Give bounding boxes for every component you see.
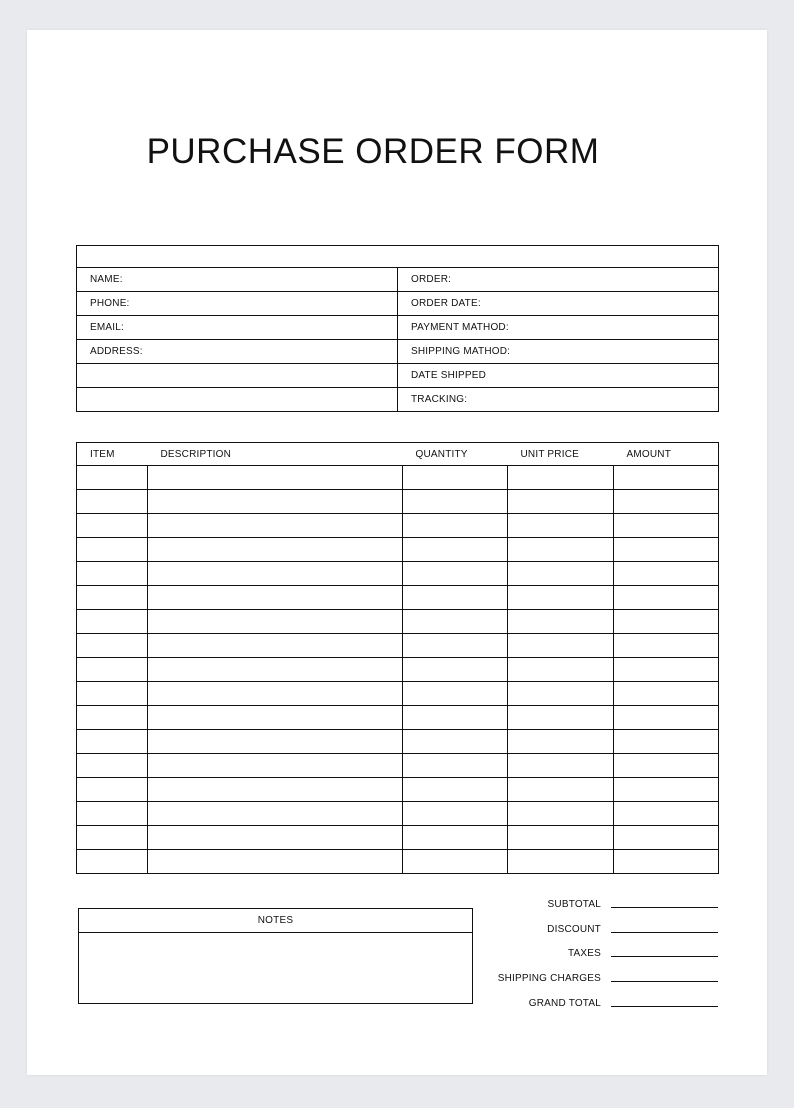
- taxes-label: TAXES: [567, 948, 601, 960]
- amount-cell[interactable]: [614, 514, 719, 538]
- totals-section: [470, 895, 719, 1018]
- amount-cell[interactable]: [614, 490, 719, 514]
- info-row: [77, 268, 719, 292]
- subtotal-field[interactable]: [611, 907, 718, 908]
- quantity-cell[interactable]: [403, 586, 508, 610]
- unit-price-cell[interactable]: [508, 634, 614, 658]
- amount-cell[interactable]: [614, 682, 719, 706]
- amount-cell[interactable]: [614, 778, 719, 802]
- description-cell[interactable]: [148, 466, 403, 490]
- table-row: [77, 754, 719, 778]
- info-row: [77, 340, 719, 364]
- description-cell[interactable]: [148, 682, 403, 706]
- item-cell[interactable]: [77, 706, 148, 730]
- amount-cell[interactable]: [614, 586, 719, 610]
- description-cell[interactable]: [148, 658, 403, 682]
- unit-price-cell[interactable]: [508, 610, 614, 634]
- quantity-cell[interactable]: [403, 514, 508, 538]
- discount-row: [470, 920, 719, 945]
- address-line-2-field[interactable]: [77, 364, 398, 388]
- grand-total-field[interactable]: [611, 1006, 718, 1007]
- table-row: [77, 682, 719, 706]
- item-cell[interactable]: [77, 514, 148, 538]
- description-cell[interactable]: [148, 778, 403, 802]
- table-row: [77, 562, 719, 586]
- item-cell[interactable]: [77, 466, 148, 490]
- address-line-3-field[interactable]: [77, 388, 398, 412]
- unit-price-cell[interactable]: [508, 706, 614, 730]
- description-cell[interactable]: [148, 826, 403, 850]
- item-cell[interactable]: [77, 586, 148, 610]
- order-date-field[interactable]: ORDER DATE:: [398, 292, 719, 316]
- unit-price-cell[interactable]: [508, 754, 614, 778]
- name-field[interactable]: NAME:: [77, 268, 398, 292]
- shipping-charges-label: SHIPPING CHARGES: [497, 973, 601, 985]
- item-cell[interactable]: [77, 778, 148, 802]
- table-row: [77, 466, 719, 490]
- unit-price-cell[interactable]: [508, 658, 614, 682]
- description-cell[interactable]: [148, 634, 403, 658]
- item-cell[interactable]: [77, 826, 148, 850]
- notes-box: [78, 908, 473, 1004]
- unit-price-cell[interactable]: [508, 490, 614, 514]
- info-header-cell[interactable]: [77, 246, 719, 268]
- unit-price-cell[interactable]: [508, 466, 614, 490]
- table-row: [77, 658, 719, 682]
- shipping-charges-row: [470, 969, 719, 994]
- amount-cell[interactable]: [614, 730, 719, 754]
- table-row: [77, 610, 719, 634]
- unit-price-cell[interactable]: [508, 826, 614, 850]
- amount-cell[interactable]: [614, 802, 719, 826]
- unit-price-cell[interactable]: [508, 586, 614, 610]
- quantity-cell[interactable]: [403, 850, 508, 874]
- amount-cell[interactable]: [614, 706, 719, 730]
- amount-cell[interactable]: [614, 538, 719, 562]
- order-field[interactable]: ORDER:: [398, 268, 719, 292]
- amount-cell[interactable]: [614, 826, 719, 850]
- unit-price-cell[interactable]: [508, 514, 614, 538]
- unit-price-cell[interactable]: [508, 730, 614, 754]
- info-row: [77, 292, 719, 316]
- item-cell[interactable]: [77, 682, 148, 706]
- table-row: [77, 634, 719, 658]
- unit-price-cell[interactable]: [508, 538, 614, 562]
- table-row: [77, 802, 719, 826]
- info-row: [77, 316, 719, 340]
- description-cell[interactable]: [148, 538, 403, 562]
- table-row: [77, 514, 719, 538]
- shipping-method-field[interactable]: SHIPPING MATHOD:: [398, 340, 719, 364]
- items-body: [77, 466, 719, 874]
- table-row: [77, 586, 719, 610]
- email-field[interactable]: EMAIL:: [77, 316, 398, 340]
- table-row: [77, 826, 719, 850]
- payment-method-field[interactable]: PAYMENT MATHOD:: [398, 316, 719, 340]
- tracking-field[interactable]: TRACKING:: [398, 388, 719, 412]
- amount-cell[interactable]: [614, 466, 719, 490]
- description-cell[interactable]: [148, 730, 403, 754]
- description-cell[interactable]: [148, 562, 403, 586]
- quantity-cell[interactable]: [403, 658, 508, 682]
- amount-cell[interactable]: [614, 562, 719, 586]
- items-table: [76, 442, 719, 874]
- notes-label: NOTES: [79, 909, 472, 933]
- item-cell[interactable]: [77, 538, 148, 562]
- table-row: [77, 538, 719, 562]
- items-header-row: [77, 443, 719, 466]
- info-row: [77, 364, 719, 388]
- column-header-quantity: QUANTITY: [403, 443, 508, 466]
- quantity-cell[interactable]: [403, 730, 508, 754]
- column-header-description: DESCRIPTION: [148, 443, 403, 466]
- taxes-field[interactable]: [611, 956, 718, 957]
- description-cell[interactable]: [148, 706, 403, 730]
- subtotal-label: SUBTOTAL: [547, 899, 601, 910]
- amount-cell[interactable]: [614, 658, 719, 682]
- table-row: [77, 730, 719, 754]
- item-cell[interactable]: [77, 634, 148, 658]
- item-cell[interactable]: [77, 850, 148, 874]
- quantity-cell[interactable]: [403, 754, 508, 778]
- unit-price-cell[interactable]: [508, 682, 614, 706]
- description-cell[interactable]: [148, 514, 403, 538]
- item-cell[interactable]: [77, 730, 148, 754]
- description-cell[interactable]: [148, 802, 403, 826]
- date-shipped-field[interactable]: DATE SHIPPED: [398, 364, 719, 388]
- quantity-cell[interactable]: [403, 610, 508, 634]
- quantity-cell[interactable]: [403, 706, 508, 730]
- item-cell[interactable]: [77, 490, 148, 514]
- quantity-cell[interactable]: [403, 802, 508, 826]
- phone-field[interactable]: PHONE:: [77, 292, 398, 316]
- quantity-cell[interactable]: [403, 826, 508, 850]
- amount-cell[interactable]: [614, 754, 719, 778]
- notes-area[interactable]: [79, 933, 472, 1003]
- amount-cell[interactable]: [614, 610, 719, 634]
- table-row: [77, 850, 719, 874]
- item-cell[interactable]: [77, 802, 148, 826]
- unit-price-cell[interactable]: [508, 562, 614, 586]
- item-cell[interactable]: [77, 754, 148, 778]
- discount-label: DISCOUNT: [547, 923, 601, 935]
- item-cell[interactable]: [77, 658, 148, 682]
- table-row: [77, 778, 719, 802]
- table-row: [77, 706, 719, 730]
- quantity-cell[interactable]: [403, 490, 508, 514]
- quantity-cell[interactable]: [403, 634, 508, 658]
- quantity-cell[interactable]: [403, 466, 508, 490]
- description-cell[interactable]: [148, 850, 403, 874]
- amount-cell[interactable]: [614, 850, 719, 874]
- description-cell[interactable]: [148, 610, 403, 634]
- quantity-cell[interactable]: [403, 538, 508, 562]
- quantity-cell[interactable]: [403, 682, 508, 706]
- amount-cell[interactable]: [614, 634, 719, 658]
- column-header-amount: AMOUNT: [614, 443, 719, 466]
- discount-field[interactable]: [611, 932, 718, 933]
- item-cell[interactable]: [77, 562, 148, 586]
- customer-order-info-table: [76, 245, 719, 412]
- unit-price-cell[interactable]: [508, 802, 614, 826]
- column-header-unit-price: UNIT PRICE: [508, 443, 614, 466]
- taxes-row: [470, 944, 719, 969]
- description-cell[interactable]: [148, 586, 403, 610]
- column-header-item: ITEM: [77, 443, 148, 466]
- shipping-charges-field[interactable]: [611, 981, 718, 982]
- page-title: PURCHASE ORDER FORM: [146, 132, 600, 171]
- item-cell[interactable]: [77, 610, 148, 634]
- quantity-cell[interactable]: [403, 562, 508, 586]
- unit-price-cell[interactable]: [508, 850, 614, 874]
- info-row: [77, 388, 719, 412]
- info-header-row: [77, 246, 719, 268]
- address-field[interactable]: ADDRESS:: [77, 340, 398, 364]
- unit-price-cell[interactable]: [508, 778, 614, 802]
- description-cell[interactable]: [148, 754, 403, 778]
- grand-total-label: GRAND TOTAL: [528, 997, 601, 1009]
- quantity-cell[interactable]: [403, 778, 508, 802]
- subtotal-row: [470, 895, 719, 920]
- grand-total-row: [470, 994, 719, 1019]
- table-row: [77, 490, 719, 514]
- description-cell[interactable]: [148, 490, 403, 514]
